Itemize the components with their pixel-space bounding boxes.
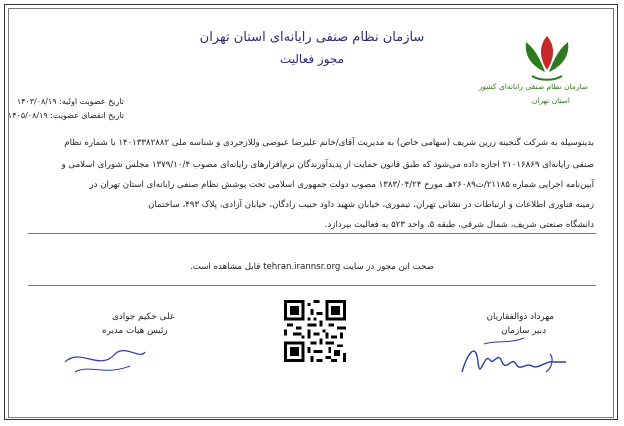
left-signatory-name: علی حکیم جوادی xyxy=(112,312,176,322)
issue-date: تاریخ عضویت اولیه: ۱۴۰۳/۰۸/۱۹ xyxy=(16,97,124,106)
logo-province: استان تهران xyxy=(531,96,570,105)
body-line-2: صنفی رایانه‌ای ۲۱۰۱۶۸۶۹ اجازه داده می‌شود که طبق قانون حمایت از پدیدآورندگان نرم‌افزارهای رایانه‌ای مصوب ۱۳۷۹/۱۰/۴ مجلس شورای اسلامی و xyxy=(61,160,594,170)
doc-title: مجوز فعالیت xyxy=(279,52,345,66)
left-signatory-role: رئیس هیات مدیره xyxy=(102,326,168,336)
stamp-scribble-icon xyxy=(60,342,150,382)
right-signatory-role: دبیر سازمان xyxy=(501,326,546,336)
body-line-4: زمینه فناوری اطلاعات و ارتباطات در نشانی تهران، تیموری، خیابان شهید داود حبیب زادگان، خیابان آزادی، پلاک ۴۹۳، ساختمان xyxy=(148,200,594,210)
signature-icon xyxy=(454,332,574,392)
right-signatory-name: مهرداد ذوالفقاریان xyxy=(486,312,554,322)
body-line-3: آیین‌نامه اجرایی شماره ۲۱۱۸۵/ت۲۶۰۸۹هـ مورخ ۱۳۸۳/۰۴/۲۴ مصوب دولت جمهوری اسلامی تحت پوشش نظام صنفی رایانه‌ای استان تهران در xyxy=(89,180,594,190)
org-title: سازمان نظام صنفی رایانه‌ای استان تهران xyxy=(199,30,425,45)
divider-top xyxy=(28,233,596,234)
body-line-1: بدینوسیله به شرکت گنجینه زرین شریف (سهامی خاص) به مدیریت آقای/خانم علیرضا عیوضی وللازجردی و شناسه ملی ۱۴۰۱۳۳۸۲۸۸۲ با شماره نظام xyxy=(64,138,594,148)
verify-text: صحت این مجوز در سایت tehran.irannsr.org قابل مشاهده است. xyxy=(190,262,434,272)
divider-bottom xyxy=(28,285,596,286)
expiry-date: تاریخ انقضای عضویت: ۱۴۰۵/۰۸/۱۹ xyxy=(7,111,124,120)
body-line-5: دانشگاه صنعتی شریف، شمال شرقی، طبقه ۵، واحد ۵۲۳ به فعالیت بپردازد. xyxy=(324,220,594,230)
qr-code-icon[interactable] xyxy=(284,300,346,362)
logo-org-name: سازمان نظام صنفی رایانه‌ای کشور xyxy=(478,82,588,91)
